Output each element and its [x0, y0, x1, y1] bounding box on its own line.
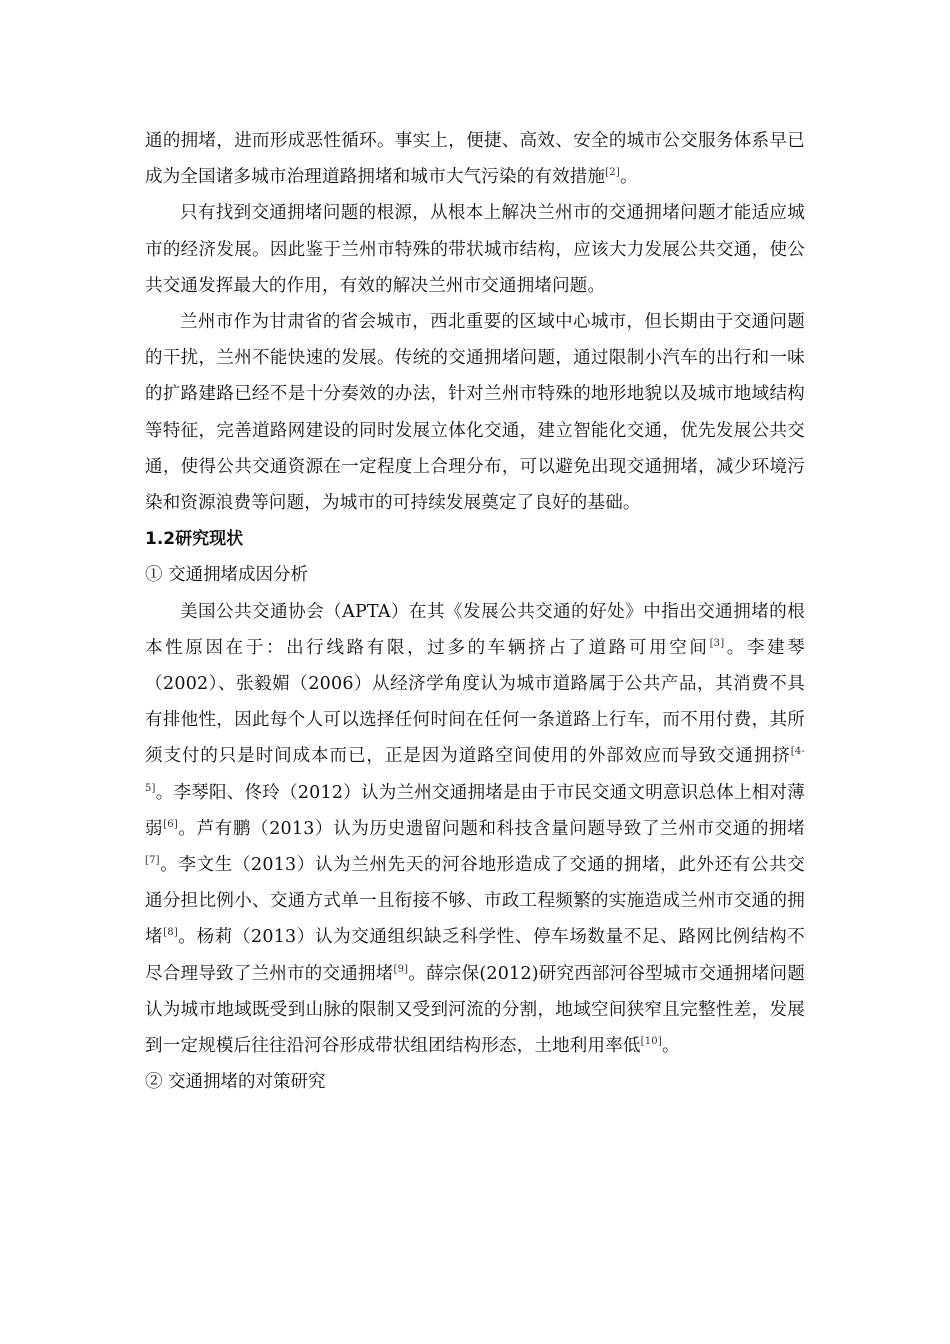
paragraph-text: 。李建琴（2002）、张毅媚（2006）从经济学角度认为城市道路属于公共产品，其消费不具有排他性，因此每个人可以选择任何时间在任何一条道路上行车，而不用付费，其所须支付的只是时间成本而已，正是因为道路空间使用的外部效应而导致交通拥挤: [145, 637, 805, 767]
section-heading: 1.2研究现状: [145, 529, 244, 550]
citation: [2]: [605, 167, 620, 179]
paragraph-text: 。: [661, 1036, 680, 1057]
citation: [9]: [393, 963, 409, 975]
citation: [6]: [163, 818, 178, 830]
subsection-causes: ① 交通拥堵成因分析: [145, 565, 309, 586]
paragraph-root-cause: 只有找到交通拥堵问题的根源，从根本上解决兰州市的交通拥堵问题才能适应城市的经济发展。因此鉴于兰州市特殊的带状城市结构，应该大力发展公共交通，使公共交通发挥最大的作用，有效的解决兰州市交通拥堵问题。: [145, 203, 805, 296]
paragraph-text: 。李琴阳、佟玲（2012）认为兰州交通拥堵是由于市民交通文明意识总体上相对薄弱: [145, 782, 805, 839]
paragraph-text: 美国公共交通协会（APTA）在其《发展公共交通的好处》中指出交通拥堵的根本性原因在于：出行线路有限，过多的车辆挤占了道路可用空间: [145, 601, 805, 658]
paragraph-text: 通的拥堵，进而形成恶性循环。事实上，便捷、高效、安全的城市公交服务体系早已成为全国诸多城市治理道路拥堵和城市大气污染的有效措施: [145, 131, 805, 188]
citation: [4-5]: [145, 746, 805, 794]
subsection-countermeasures: ② 交通拥堵的对策研究: [145, 1072, 326, 1093]
paragraph-literature-review: [145, 594, 805, 1065]
paragraph-text: 。薛宗保(2012)研究西部河谷型城市交通拥堵问题认为城市地域既受到山脉的限制又受到河流的分割，地域空间狭窄且完整性差，发展到一定规模后往往沿河谷形成带状组团结构形态，土地利用率低: [145, 963, 805, 1057]
paragraph-text: 。李文生（2013）认为兰州先天的河谷地形造成了交通的拥堵，此外还有公共交通分担比例小、交通方式单一且衔接不够、市政工程频繁的实施造成兰州市交通的拥堵: [145, 855, 805, 948]
paragraph-lanzhou-overview: 兰州市作为甘肃省的省会城市，西北重要的区域中心城市，但长期由于交通问题的干扰，兰州不能快速的发展。传统的交通拥堵问题，通过限制小汽车的出行和一味的扩路建路已经不是十分奏效的办法，针对兰州市特殊的地形地貌以及城市地域结构等特征，完善道路网建设的同时发展立体化交通，建立智能化交通，优先发展公共交通，使得公共交通资源在一定程度上合理分布，可以避免出现交通拥堵，减少环境污染和资源浪费等问题，为城市的可持续发展奠定了良好的基础。: [145, 312, 805, 514]
citation: [10]: [640, 1036, 662, 1048]
document-page: [145, 123, 805, 1100]
paragraph-pollution-measures: [145, 123, 805, 195]
paragraph-text: 。: [619, 167, 638, 188]
paragraph-text: 。芦有鹏（2013）认为历史遗留问题和科技含量问题导致了兰州市交通的拥堵: [177, 818, 806, 839]
citation: [3]: [709, 637, 725, 649]
paragraph-text: 。杨莉（2013）认为交通组织缺乏科学性、停车场数量不足、路网比例结构不尽合理导致了兰州市的交通拥堵: [145, 927, 806, 984]
citation: [8]: [163, 927, 178, 939]
citation: [7]: [145, 855, 160, 867]
